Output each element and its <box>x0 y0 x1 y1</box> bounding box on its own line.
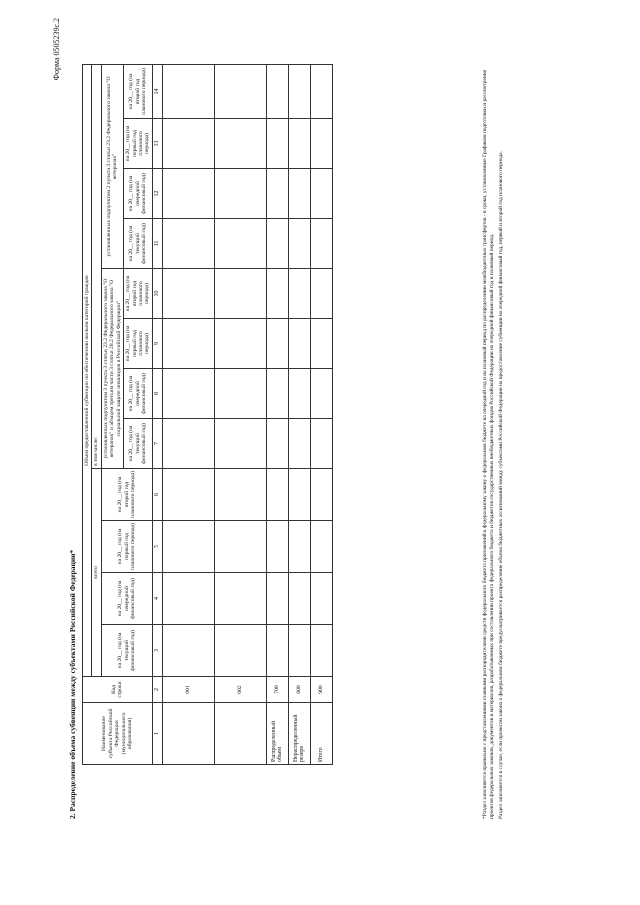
row-code: 002 <box>214 677 266 703</box>
col-number: 13 <box>152 119 162 169</box>
table-cell[interactable] <box>266 573 288 625</box>
col-number: 5 <box>152 521 162 573</box>
header-sub-group-1: установленных подпунктом 3 пункта 3 статьи 23.2 Федерального закона "О ветеранах" и абзацем третьим части 3 статьи 28.2 Федерального закона "О социальной защите инвалидов в Российской Федерации" <box>101 269 123 469</box>
table-cell[interactable] <box>310 169 332 219</box>
table-cell[interactable] <box>310 64 332 118</box>
header-sub1-col-3: на 20__ год (на первый год планового периода) <box>124 319 153 369</box>
table-cell[interactable] <box>162 469 214 521</box>
table-row <box>266 64 288 764</box>
header-total-col-2: на 20__ год (на очередной финансовый год) <box>101 573 152 625</box>
col-number: 3 <box>152 625 162 677</box>
table-cell[interactable] <box>288 319 310 369</box>
col-number: 7 <box>152 419 162 469</box>
header-sub2-col-3: на 20__ год (на первый год планового периода) <box>124 119 153 169</box>
col-number: 6 <box>152 469 162 521</box>
table-cell[interactable] <box>162 319 214 369</box>
header-sub2-col-1: на 20__ год (на текущий финансовый год) <box>124 219 153 269</box>
col-number: 8 <box>152 369 162 419</box>
col-number: 11 <box>152 219 162 269</box>
header-name: Наименование субъекта Российской Федерации (муниципального образования) <box>83 703 153 765</box>
table-cell[interactable] <box>310 573 332 625</box>
row-code: 700 <box>266 677 288 703</box>
table-cell[interactable] <box>162 269 214 319</box>
table-cell[interactable] <box>288 169 310 219</box>
header-sub2-col-2: на 20__ год (на очередной финансовый год) <box>124 169 153 219</box>
table-cell[interactable] <box>266 625 288 677</box>
header-total: всего <box>92 469 101 677</box>
table-cell[interactable] <box>214 573 266 625</box>
table-body <box>162 64 332 764</box>
header-row-2 <box>92 64 101 764</box>
table-cell[interactable] <box>288 119 310 169</box>
row-code: 001 <box>162 677 214 703</box>
table-cell[interactable] <box>310 119 332 169</box>
row-label <box>214 703 266 765</box>
table-cell[interactable] <box>310 369 332 419</box>
row-label <box>162 703 214 765</box>
col-number: 4 <box>152 573 162 625</box>
col-number: 9 <box>152 319 162 369</box>
header-sub-group-2: установленных подпунктом 2 пункта 3 статьи 23.2 Федерального закона "О ветеранах" <box>101 64 123 268</box>
table-cell[interactable] <box>162 625 214 677</box>
table-cell[interactable] <box>214 119 266 169</box>
header-row-1 <box>83 64 92 764</box>
table-cell[interactable] <box>310 269 332 319</box>
table-row <box>162 64 214 764</box>
header-volume: Объем предоставленной субвенции по обеспечению жильем категорий граждан <box>83 64 92 676</box>
header-sub2-col-4: на 20__ год (на второй год планового периода) <box>124 64 153 118</box>
table-cell[interactable] <box>162 369 214 419</box>
header-row-3 <box>101 64 123 764</box>
section-title: 2. Распределение объема субвенции между субъектами Российской Федерации* <box>68 549 77 819</box>
row-code: 800 <box>288 677 310 703</box>
row-label: Нераспределенный резерв <box>288 703 310 765</box>
table-row <box>310 64 332 764</box>
table-cell[interactable] <box>162 521 214 573</box>
table-cell[interactable] <box>266 319 288 369</box>
distribution-table <box>82 64 333 765</box>
footnote: Раздел заполняется в случае, если проектом закона о федеральном бюджете предусматривается распределение объема бюджетных ассигнований между субъектами Российской Федерации на предоставление субвенции на очередной финансовый год, первый и второй год планового периода. <box>497 151 504 819</box>
table-cell[interactable] <box>214 625 266 677</box>
table-cell[interactable] <box>310 319 332 369</box>
table-cell[interactable] <box>214 469 266 521</box>
header-total-col-1: на 20__ год (на текущий финансовый год) <box>101 625 152 677</box>
table-cell[interactable] <box>288 219 310 269</box>
row-label: Распределенный объем <box>266 703 288 765</box>
table-cell[interactable] <box>266 269 288 319</box>
footnotes <box>482 49 506 819</box>
table-cell[interactable] <box>288 521 310 573</box>
table-cell[interactable] <box>288 625 310 677</box>
footnote: *Раздел заполняется правильно с представлениями главными распорядителями средств федерального бюджета приложений к федеральному закону о федеральном бюджете на очередной год и на плановый период по распределению межбюджетных трансфертов - в сроки, установленные Графиком подготовки и рассмотрения проектов федеральных законов, документов и материалов, разрабатываемых при составлении проекта федерального бюджета и бюджетов государственных внебюджетных фондов Российской Федерации на очередной финансовый год и плановый период. <box>482 69 496 819</box>
header-sub1-col-4: на 20__ год (на второй год планового периода) <box>124 269 153 319</box>
table-cell[interactable] <box>266 369 288 419</box>
header-incl: в том числе: <box>92 64 101 468</box>
table-cell[interactable] <box>214 419 266 469</box>
form-code: Форма 0505239с.2 <box>52 18 61 81</box>
table-cell[interactable] <box>266 419 288 469</box>
table-cell[interactable] <box>214 169 266 219</box>
col-number: 2 <box>152 677 162 703</box>
table-cell[interactable] <box>162 169 214 219</box>
table-cell[interactable] <box>266 169 288 219</box>
table-cell[interactable] <box>162 219 214 269</box>
table-cell[interactable] <box>288 469 310 521</box>
table-cell[interactable] <box>310 521 332 573</box>
col-number: 14 <box>152 64 162 118</box>
table-cell[interactable] <box>266 119 288 169</box>
table-cell[interactable] <box>288 269 310 319</box>
table-cell[interactable] <box>266 64 288 118</box>
header-sub1-col-1: на 20__ год (на текущий финансовый год) <box>124 419 153 469</box>
table-cell[interactable] <box>214 369 266 419</box>
col-number: 12 <box>152 169 162 219</box>
table-cell[interactable] <box>310 419 332 469</box>
table-cell[interactable] <box>288 64 310 118</box>
header-sub1-col-2: на 20__ год (на очередной финансовый год) <box>124 369 153 419</box>
table-cell[interactable] <box>162 119 214 169</box>
table-row <box>288 64 310 764</box>
table-row <box>214 64 266 764</box>
row-label: Итого <box>310 703 332 765</box>
table-cell[interactable] <box>162 573 214 625</box>
table-cell[interactable] <box>288 419 310 469</box>
col-number: 10 <box>152 269 162 319</box>
table-cell[interactable] <box>214 269 266 319</box>
col-number: 1 <box>152 703 162 765</box>
table-cell[interactable] <box>162 64 214 118</box>
table-cell[interactable] <box>288 573 310 625</box>
header-total-col-3: на 20__ год (на первый год планового периода) <box>101 521 152 573</box>
table-cell[interactable] <box>310 219 332 269</box>
header-code: Код строки <box>83 677 153 703</box>
table-cell[interactable] <box>214 64 266 118</box>
table-cell[interactable] <box>214 319 266 369</box>
row-code: 900 <box>310 677 332 703</box>
table-cell[interactable] <box>266 219 288 269</box>
table-cell[interactable] <box>266 521 288 573</box>
table-cell[interactable] <box>266 469 288 521</box>
table-cell[interactable] <box>214 219 266 269</box>
table-cell[interactable] <box>288 369 310 419</box>
table-cell[interactable] <box>214 521 266 573</box>
table-cell[interactable] <box>310 469 332 521</box>
table-cell[interactable] <box>162 419 214 469</box>
column-numbers-row <box>152 64 162 764</box>
header-total-col-4: на 20__ год (на второй год планового периода) <box>101 469 152 521</box>
table-cell[interactable] <box>310 625 332 677</box>
